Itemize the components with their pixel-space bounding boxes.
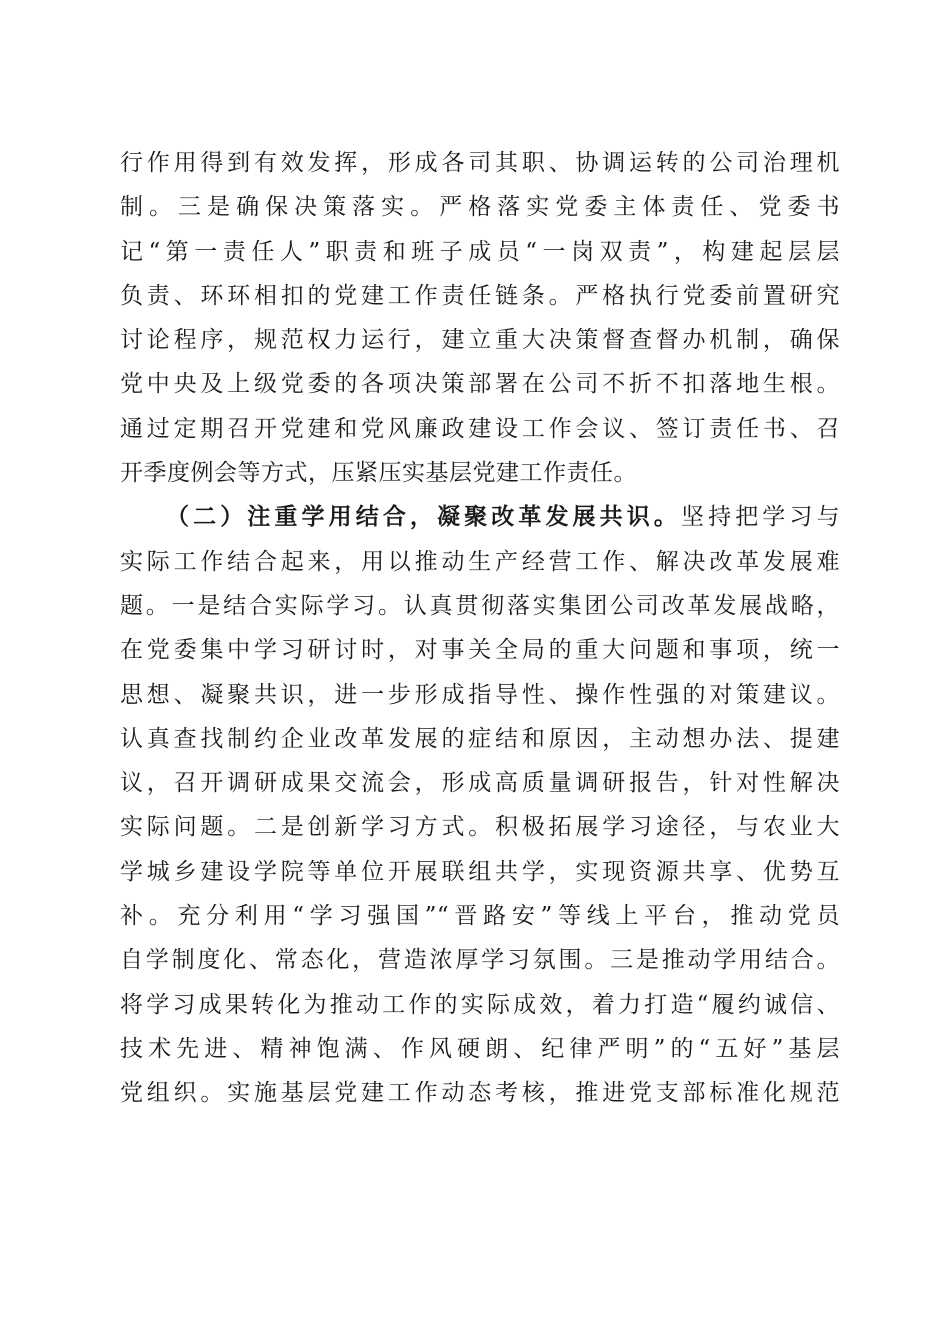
section-intro-text: 坚持把学习与 bbox=[680, 504, 840, 531]
document-body bbox=[120, 141, 840, 1116]
text-line: 学城乡建设学院等单位开展联组共学，实现资源共享、优势互 bbox=[120, 858, 840, 885]
text-line: 负责、环环相扣的党建工作责任链条。严格执行党委前置研究 bbox=[120, 282, 840, 309]
text-line: 技术先进、精神饱满、作风硬朗、纪律严明”的“五好”基层 bbox=[120, 1035, 840, 1062]
text-line: 记“第一责任人”职责和班子成员“一岗双责”，构建起层层 bbox=[120, 238, 840, 265]
text-line: 补。充分利用“学习强国”“晋路安”等线上平台，推动党员 bbox=[120, 903, 840, 930]
section-heading-line bbox=[120, 495, 840, 539]
text-line: 党中央及上级党委的各项决策部署在公司不折不扣落地生根。 bbox=[120, 371, 840, 398]
text-line: 题。一是结合实际学习。认真贯彻落实集团公司改革发展战略， bbox=[120, 592, 840, 619]
text-line: 议，召开调研成果交流会，形成高质量调研报告，针对性解决 bbox=[120, 770, 840, 797]
section-heading: （二）注重学用结合，凝聚改革发展共识。 bbox=[166, 504, 681, 531]
text-line: 制。三是确保决策落实。严格落实党委主体责任、党委书 bbox=[120, 194, 840, 221]
text-line: 将学习成果转化为推动工作的实际成效，着力打造“履约诚信、 bbox=[120, 991, 840, 1018]
text-line: 实际工作结合起来，用以推动生产经营工作、解决改革发展难 bbox=[120, 548, 840, 575]
text-line: 开季度例会等方式，压紧压实基层党建工作责任。 bbox=[120, 460, 637, 487]
text-line: 在党委集中学习研讨时，对事关全局的重大问题和事项，统一 bbox=[120, 637, 840, 664]
text-line: 认真查找制约企业改革发展的症结和原因，主动想办法、提建 bbox=[120, 725, 840, 752]
text-line: 通过定期召开党建和党风廉政建设工作会议、签订责任书、召 bbox=[120, 415, 840, 442]
text-line: 实际问题。二是创新学习方式。积极拓展学习途径，与农业大 bbox=[120, 814, 840, 841]
text-line: 行作用得到有效发挥，形成各司其职、协调运转的公司治理机 bbox=[120, 150, 840, 176]
text-line: 党组织。实施基层党建工作动态考核，推进党支部标准化规范 bbox=[120, 1080, 840, 1107]
text-line: 讨论程序，规范权力运行，建立重大决策督查督办机制，确保 bbox=[120, 327, 840, 354]
text-line: 自学制度化、常态化，营造浓厚学习氛围。三是推动学用结合。 bbox=[120, 947, 840, 974]
text-line: 思想、凝聚共识，进一步形成指导性、操作性强的对策建议。 bbox=[120, 681, 840, 708]
